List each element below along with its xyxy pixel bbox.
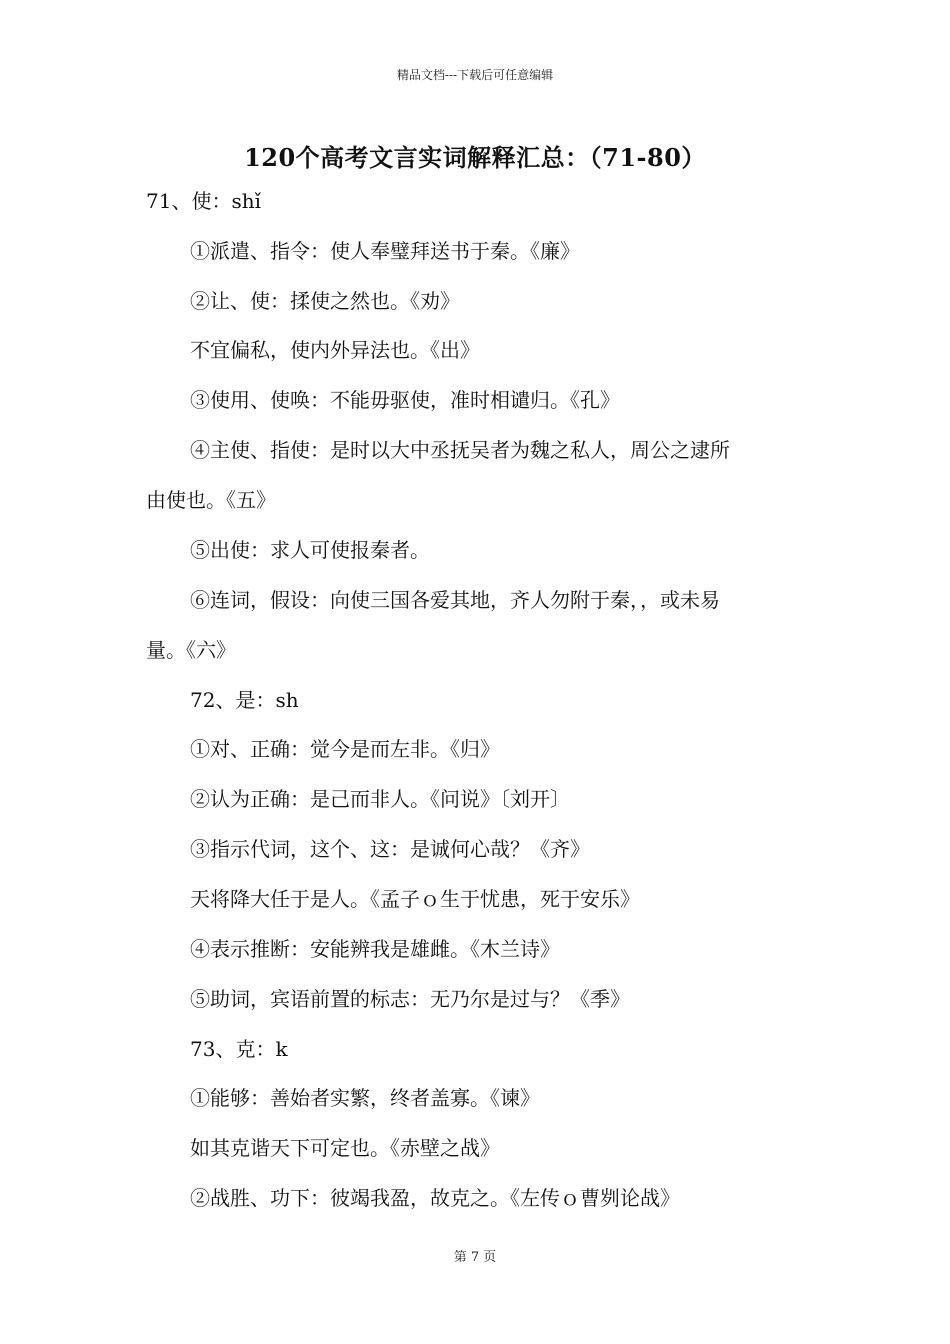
definition-continuation: 由使也。《五》: [146, 488, 276, 512]
example-line: 天将降大任于是人。《孟子ｏ生于忧患，死于安乐》: [190, 887, 640, 911]
definition-line: ②战胜、功下：彼竭我盈，故克之。《左传ｏ曹刿论战》: [190, 1186, 680, 1210]
page-header: 精品文档---下载后可任意编辑: [396, 68, 554, 82]
definition-line: ④主使、指使：是时以大中丞抚吴者为魏之私人，周公之逮所: [190, 438, 730, 462]
page-number: 第 7 页: [453, 1250, 497, 1265]
definition-line: ③指示代词，这个、这：是诚何心哉？《齐》: [190, 837, 590, 861]
entry-heading: 72、是：sh: [190, 688, 299, 712]
definition-line: ②让、使：揉使之然也。《劝》: [190, 289, 460, 313]
definition-line: ③使用、使唤：不能毋驱使，准时相谴归。《孔》: [190, 388, 620, 412]
entry-heading: 73、克：k: [190, 1037, 288, 1061]
definition-line: ②认为正确：是己而非人。《问说》〔刘开〕: [190, 787, 570, 811]
definition-line: ⑥连词，假设：向使三国各爱其地，齐人勿附于秦，，或未易: [190, 588, 720, 612]
definition-line: ⑤助词，宾语前置的标志：无乃尔是过与？《季》: [190, 987, 630, 1011]
example-line: 不宜偏私，使内外异法也。《出》: [190, 338, 480, 362]
entry-heading: 71、使：shǐ: [146, 189, 261, 213]
definition-line: ①派遣、指令：使人奉璧拜送书于秦。《廉》: [190, 239, 580, 263]
definition-line: ⑤出使：求人可使报秦者。: [190, 538, 430, 562]
definition-line: ①能够：善始者实繁，终者盖寡。《谏》: [190, 1086, 540, 1110]
definition-continuation: 量。《六》: [146, 638, 236, 662]
definition-line: ①对、正确：觉今是而左非。《归》: [190, 737, 500, 761]
example-line: 如其克谐天下可定也。《赤壁之战》: [190, 1136, 500, 1160]
definition-line: ④表示推断：安能辨我是雄雌。《木兰诗》: [190, 937, 560, 961]
document-title: 120个高考文言实词解释汇总：（71-80）: [244, 143, 706, 172]
